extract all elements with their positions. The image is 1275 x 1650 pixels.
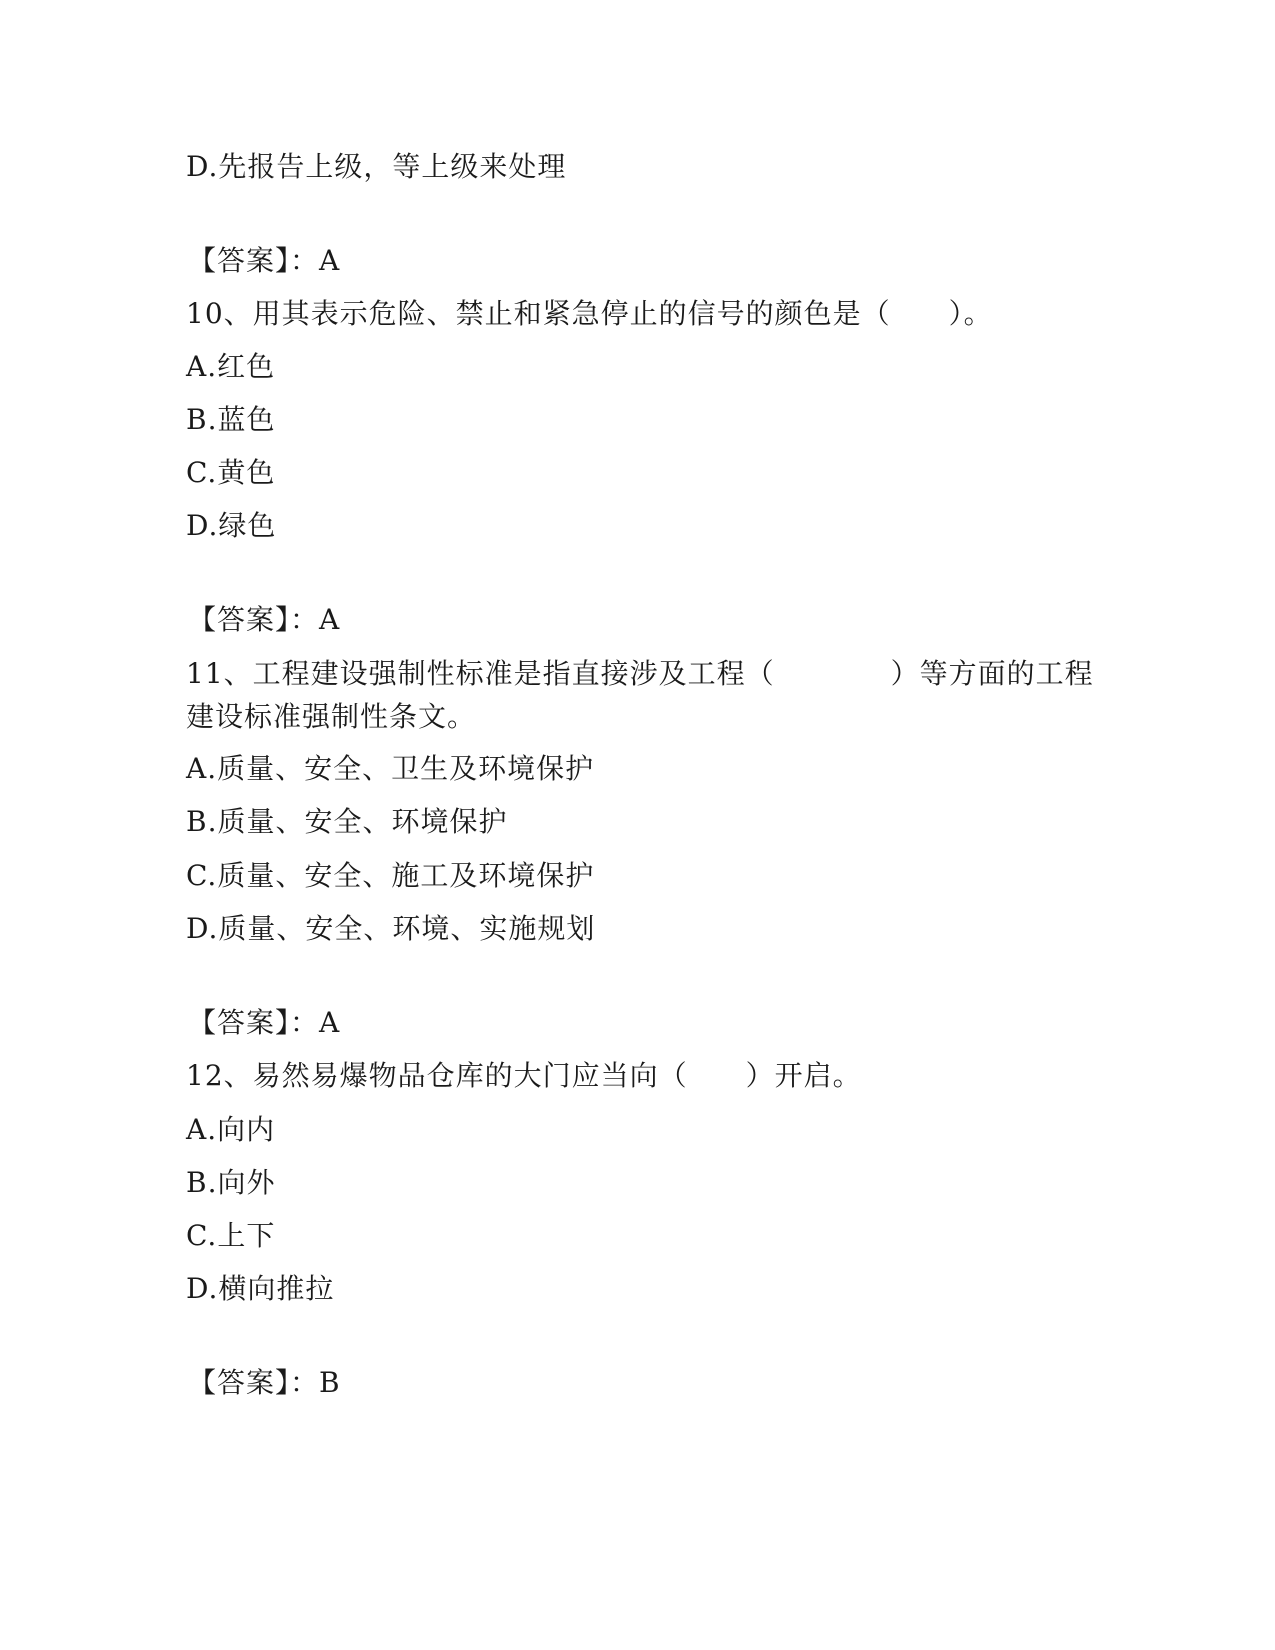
option-d: D.质量、安全、环境、实施规划 — [186, 912, 596, 945]
question-stem: 11、工程建设强制性标准是指直接涉及工程（ ）等方面的工程 — [186, 657, 1094, 690]
option-b: B.向外 — [186, 1166, 276, 1199]
question-stem-continued: 建设标准强制性条文。 — [186, 700, 477, 733]
option-a: A.红色 — [186, 350, 276, 383]
option-b: B.质量、安全、环境保护 — [186, 805, 508, 838]
prev-question-option-d: D.先报告上级，等上级来处理 — [186, 150, 567, 183]
option-c: C.黄色 — [186, 456, 276, 489]
option-c: C.质量、安全、施工及环境保护 — [186, 859, 595, 892]
option-b: B.蓝色 — [186, 403, 276, 436]
option-d: D.横向推拉 — [186, 1272, 335, 1305]
answer-label: 【答案】：B — [188, 1366, 341, 1399]
option-a: A.向内 — [186, 1113, 276, 1146]
answer-label: 【答案】：A — [188, 603, 341, 636]
answer-label: 【答案】：A — [188, 1006, 341, 1039]
question-stem: 12、易然易爆物品仓库的大门应当向（ ）开启。 — [186, 1059, 862, 1092]
option-d: D.绿色 — [186, 509, 277, 542]
prev-question-answer: 【答案】：A — [188, 244, 341, 277]
option-c: C.上下 — [186, 1219, 276, 1252]
question-stem: 10、用其表示危险、禁止和紧急停止的信号的颜色是（ ）。 — [186, 297, 993, 330]
option-a: A.质量、安全、卫生及环境保护 — [186, 752, 595, 785]
